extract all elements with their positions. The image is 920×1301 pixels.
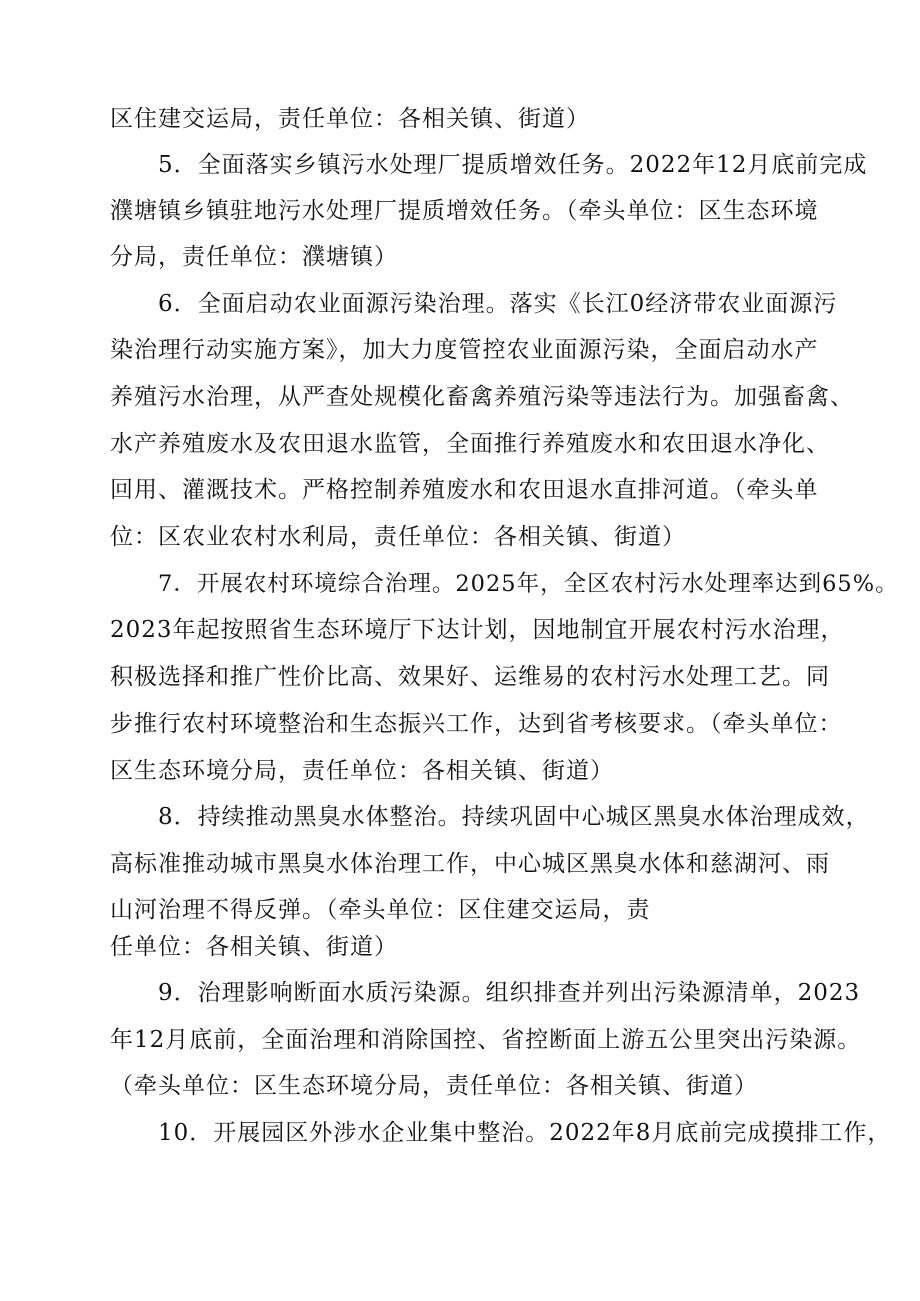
text-line: 8．持续推动黑臭水体整治。持续巩固中心城区黑臭水体治理成效， [158, 804, 870, 830]
text-line: 9．治理影响断面水质污染源。组织排查并列出污染源清单，2023 [158, 980, 861, 1006]
text-line: 积极选择和推广性价比高、效果好、运维易的农村污水处理工艺。同 [110, 664, 830, 690]
text-line: 回用、灌溉技术。严格控制养殖废水和农田退水直排河道。（牵头单 [110, 477, 819, 503]
text-line: （牵头单位：区生态环境分局，责任单位：各相关镇、街道） [110, 1073, 758, 1099]
text-line: 10．开展园区外涉水企业集中整治。2022年8月底前完成摸排工作， [158, 1120, 892, 1146]
text-line: 年12月底前，全面治理和消除国控、省控断面上游五公里突出污染源。 [110, 1027, 862, 1053]
text-line: 7．开展农村环境综合治理。2025年，全区农村污水处理率达到65%。 [158, 571, 899, 597]
text-line: 区生态环境分局，责任单位：各相关镇、街道） [110, 758, 614, 784]
text-line: 高标准推动城市黑臭水体治理工作，中心城区黑臭水体和慈湖河、雨 [110, 851, 830, 877]
text-line: 2023年起按照省生态环境厅下达计划，因地制宜开展农村污水治理， [110, 617, 845, 643]
text-line: 濮塘镇乡镇驻地污水处理厂提质增效任务。（牵头单位：区生态环境 [110, 198, 819, 224]
text-line: 染治理行动实施方案》，加大力度管控农业面源污染，全面启动水产 [110, 337, 819, 363]
text-line: 6．全面启动农业面源污染治理。落实《长江0经济带农业面源污 [158, 291, 838, 317]
text-line: 任单位：各相关镇、街道） [110, 934, 398, 960]
text-line: 养殖污水治理，从严查处规模化畜禽养殖污染等违法行为。加强畜禽、 [110, 384, 854, 410]
text-line: 山河治理不得反弹。（牵头单位：区住建交运局，责 [110, 897, 651, 923]
text-line: 水产养殖废水及农田退水监管，全面推行养殖废水和农田退水净化、 [110, 431, 830, 457]
text-line: 5．全面落实乡镇污水处理厂提质增效任务。2022年12月底前完成 [158, 152, 868, 178]
text-line: 步推行农村环境整治和生态振兴工作，达到省考核要求。（牵头单位： [110, 711, 843, 737]
text-line: 位：区农业农村水利局，责任单位：各相关镇、街道） [110, 524, 686, 550]
text-line: 区住建交运局，责任单位：各相关镇、街道） [110, 106, 590, 132]
text-line: 分局，责任单位：濮塘镇） [110, 244, 398, 270]
